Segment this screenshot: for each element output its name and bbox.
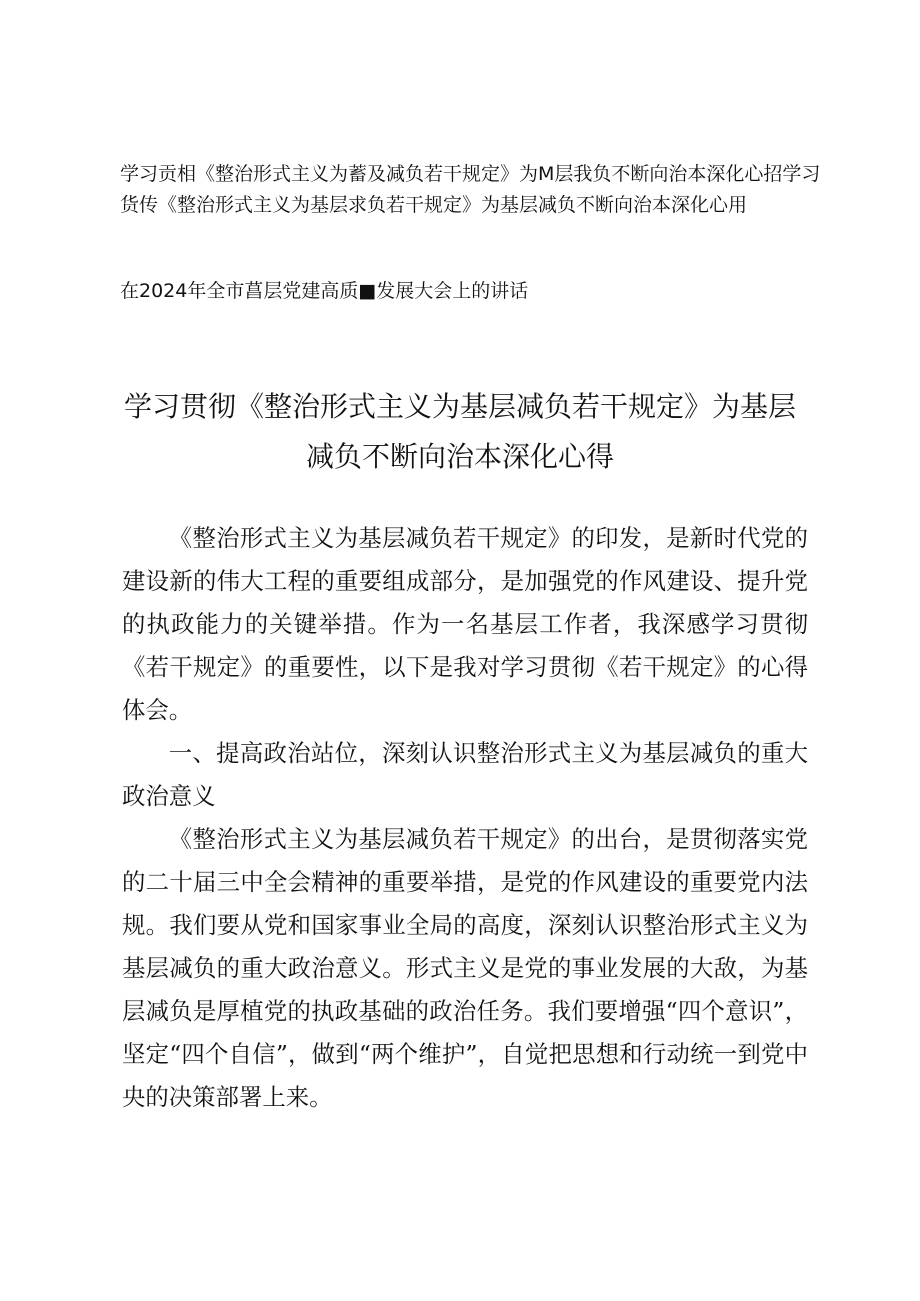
paragraph-section-1: 《整治形式主义为基层减负若干规定》的出台，是贯彻落实党的二十届三中全会精神的重要举措，是党的作风建设的重要党内法规。我们要从党和国家事业全局的高度，深刻认识整治形式主义为基层减负的重大政治意义。形式主义是党的事业发展的大敌，为基层减负是厚植党的执政基础的政治任务。我们要增强“四个意识”，坚定“四个自信”，做到“两个维护”，自觉把思想和行动统一到党中央的决策部署上来。: [122, 825, 808, 1111]
section-heading-1: 一、提高政治站位，深刻认识整治形式主义为基层减负的重大政治意义: [122, 739, 808, 810]
paragraph-intro: 《整治形式主义为基层减负若干规定》的印发，是新时代党的建设新的伟大工程的重要组成部分，是加强党的作风建设、提升党的执政能力的关键举措。作为一名基层工作者，我深感学习贯彻《若干规定》的重要性，以下是我对学习贯彻《若干规定》的心得体会。: [122, 524, 808, 724]
header-title-line-3: 在2024年全市菖层党建高质■发展大会上的讲话: [120, 280, 529, 302]
article-title-line-1: 学习贯彻《整治形式主义为基层减负若干规定》为基层: [123, 390, 796, 423]
article-title-line-2: 减负不断向治本深化心得: [305, 440, 614, 473]
header-title-line-2: 货传《整治形式主义为基层求负若干规定》为基层减负不断向治本深化心用: [120, 194, 748, 216]
header-title-line-1: 学习贡相《整治形式主义为蓄及减负若干规定》为M层我负不断向治本深化心招学习: [120, 163, 821, 185]
